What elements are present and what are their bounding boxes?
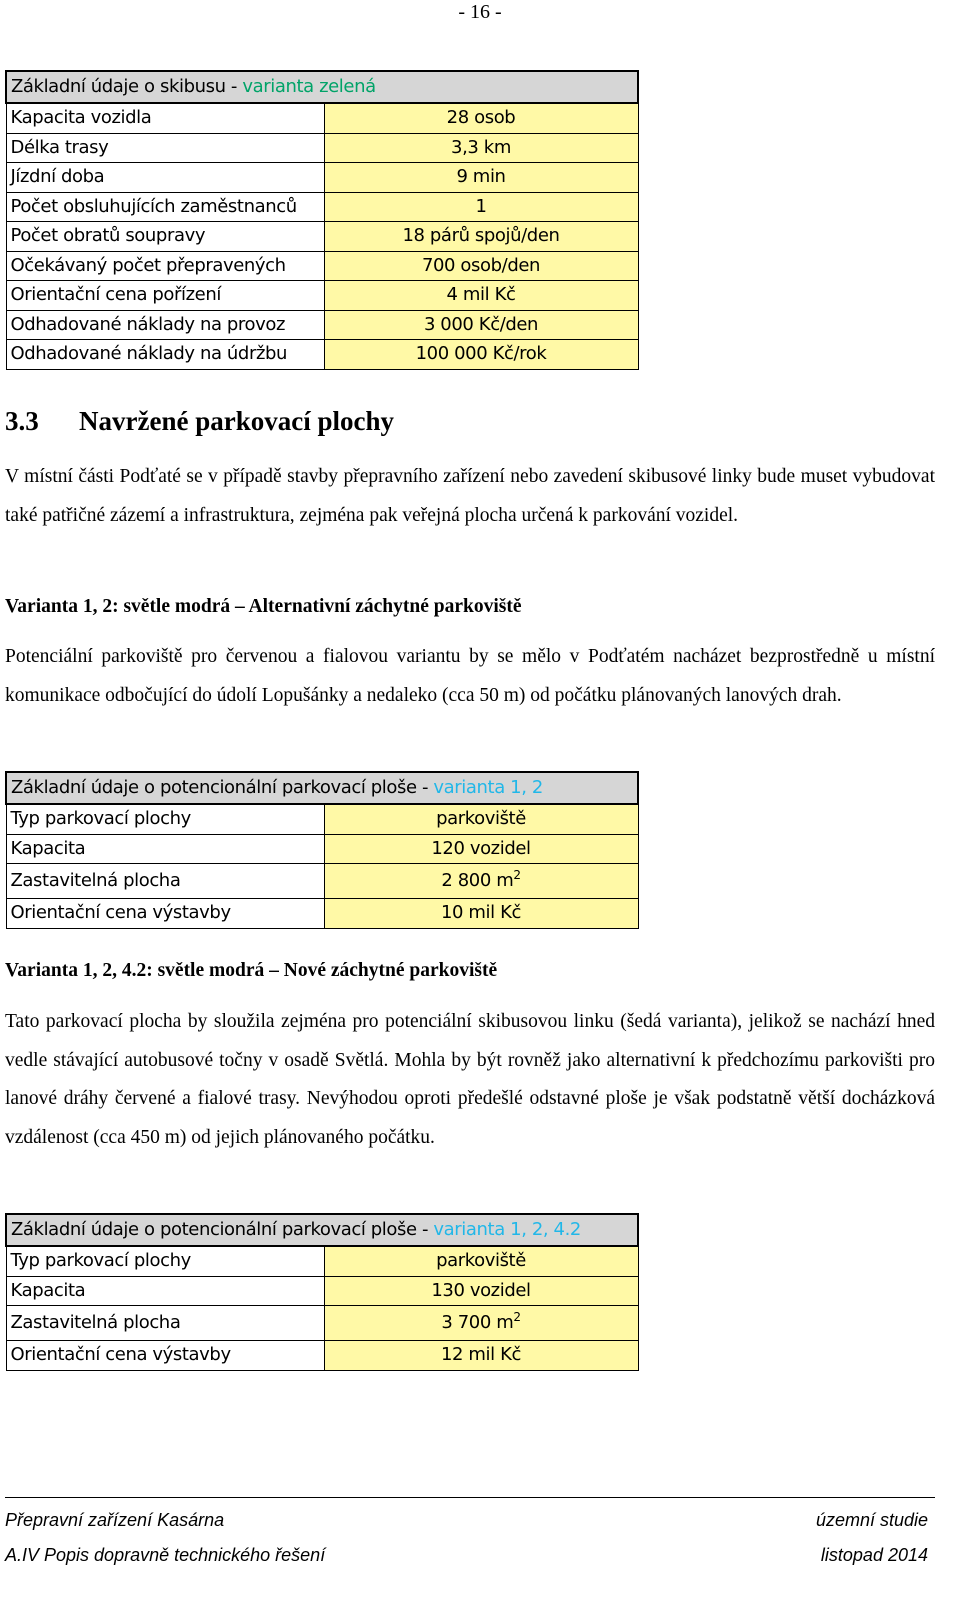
row-value: 700 osob/den: [324, 251, 638, 281]
row-value: parkoviště: [324, 804, 638, 834]
table-title-main: Základní údaje o potencionální parkovací ploše -: [11, 777, 434, 798]
table-row: [6, 340, 638, 370]
table-row: [6, 1341, 638, 1371]
page-number: - 16 -: [458, 1, 502, 23]
row-value: 3 000 Kč/den: [324, 310, 638, 340]
row-value: 9 min: [324, 163, 638, 193]
table-row: [6, 804, 638, 834]
footer-doc-type: územní studie: [815, 1510, 928, 1530]
table-title-accent: varianta zelená: [242, 76, 376, 97]
table-header-row: [6, 772, 638, 804]
table-header-row: [6, 71, 638, 103]
skibus-data-table: [5, 70, 639, 370]
footer-date: listopad 2014: [820, 1545, 928, 1565]
subheading-variant-1-2: Varianta 1, 2: světle modrá – Alternativní záchytné parkoviště: [5, 596, 522, 617]
row-label: Odhadované náklady na provoz: [6, 310, 324, 340]
table-row: [6, 222, 638, 252]
section-heading: [5, 403, 394, 439]
value-superscript: 2: [513, 868, 521, 882]
table-title-main: Základní údaje o potencionální parkovací ploše -: [11, 1219, 434, 1240]
row-label: Odhadované náklady na údržbu: [6, 340, 324, 370]
row-label: Orientační cena výstavby: [6, 899, 324, 929]
row-value: 120 vozidel: [324, 834, 638, 864]
row-label: Orientační cena pořízení: [6, 281, 324, 311]
row-label: Zastavitelná plocha: [6, 1306, 324, 1341]
parking-table-variant-1-2: [5, 771, 639, 929]
section-title: Navržené parkovací plochy: [79, 406, 394, 436]
footer-divider: [5, 1497, 935, 1498]
row-label: Počet obsluhujících zaměstnanců: [6, 192, 324, 222]
value-text: 2 800 m: [441, 870, 514, 891]
table-row: [6, 864, 638, 899]
row-value: [324, 1306, 638, 1341]
row-value: 28 osob: [324, 103, 638, 133]
row-value: 10 mil Kč: [324, 899, 638, 929]
row-value: 18 párů spojů/den: [324, 222, 638, 252]
table-header-row: [6, 1214, 638, 1246]
table-row: [6, 310, 638, 340]
table-row: [6, 133, 638, 163]
paragraph-variant-1-2: Potenciální parkoviště pro červenou a fialovou variantu by se mělo v Podťatém nacházet bezprostředně u místní komunikace odbočující do údolí Lopušánky a nedaleko (cca 50 m) od počátku plánovaných lanových drah.: [5, 646, 935, 706]
table-title-accent: varianta 1, 2, 4.2: [433, 1219, 581, 1240]
subheading-variant-1-2-4-2: Varianta 1, 2, 4.2: světle modrá – Nové záchytné parkoviště: [5, 960, 498, 981]
row-value: 100 000 Kč/rok: [324, 340, 638, 370]
row-label: Očekávaný počet přepravených: [6, 251, 324, 281]
parking-table-variant-1-2-4-2: [5, 1213, 639, 1371]
table-row: [6, 899, 638, 929]
table-row: [6, 251, 638, 281]
row-value: 4 mil Kč: [324, 281, 638, 311]
table-row: [6, 281, 638, 311]
row-value: [324, 864, 638, 899]
row-value: 1: [324, 192, 638, 222]
table-row: [6, 834, 638, 864]
row-value: 12 mil Kč: [324, 1341, 638, 1371]
paragraph-intro: V místní části Podťaté se v případě stavby přepravního zařízení nebo zavedení skibusové linky bude muset vybudovat také patřičné zázemí a infrastruktura, zejména pak veřejná plocha určená k parkování vozidel.: [5, 466, 935, 526]
value-superscript: 2: [513, 1310, 521, 1324]
table-title-accent: varianta 1, 2: [433, 777, 543, 798]
table-title: [6, 71, 638, 103]
table-row: [6, 192, 638, 222]
table-row: [6, 103, 638, 133]
table-title: [6, 772, 638, 804]
row-label: Délka trasy: [6, 133, 324, 163]
row-label: Kapacita vozidla: [6, 103, 324, 133]
row-label: Orientační cena výstavby: [6, 1341, 324, 1371]
table-row: [6, 1306, 638, 1341]
row-label: Zastavitelná plocha: [6, 864, 324, 899]
row-label: Počet obratů soupravy: [6, 222, 324, 252]
row-label: Kapacita: [6, 834, 324, 864]
paragraph-variant-1-2-4-2: Tato parkovací plocha by sloužila zejména pro potenciální skibusovou linku (šedá varianta), jelikož se nachází hned vedle stávající autobusové točny v osadě Světlá. Mohla by být rovněž jako alternativní k předchozímu parkovišti pro lanové dráhy červené a fialové trasy. Nevýhodou oproti předešlé odstavné ploše je však podstatně větší docházková vzdálenost (cca 450 m) od jejich plánovaného počátku.: [5, 1011, 935, 1148]
footer-project-name: Přepravní zařízení Kasárna: [5, 1510, 225, 1530]
section-number: 3.3: [5, 406, 39, 436]
table-row: [6, 1246, 638, 1276]
table-row: [6, 163, 638, 193]
value-text: 3 700 m: [441, 1312, 514, 1333]
row-value: 3,3 km: [324, 133, 638, 163]
table-title-main: Základní údaje o skibusu -: [11, 76, 243, 97]
footer-chapter: A.IV Popis dopravně technického řešení: [5, 1545, 326, 1565]
row-label: Typ parkovací plochy: [6, 804, 324, 834]
row-label: Kapacita: [6, 1276, 324, 1306]
table-title: [6, 1214, 638, 1246]
row-label: Jízdní doba: [6, 163, 324, 193]
row-label: Typ parkovací plochy: [6, 1246, 324, 1276]
row-value: parkoviště: [324, 1246, 638, 1276]
table-row: [6, 1276, 638, 1306]
row-value: 130 vozidel: [324, 1276, 638, 1306]
